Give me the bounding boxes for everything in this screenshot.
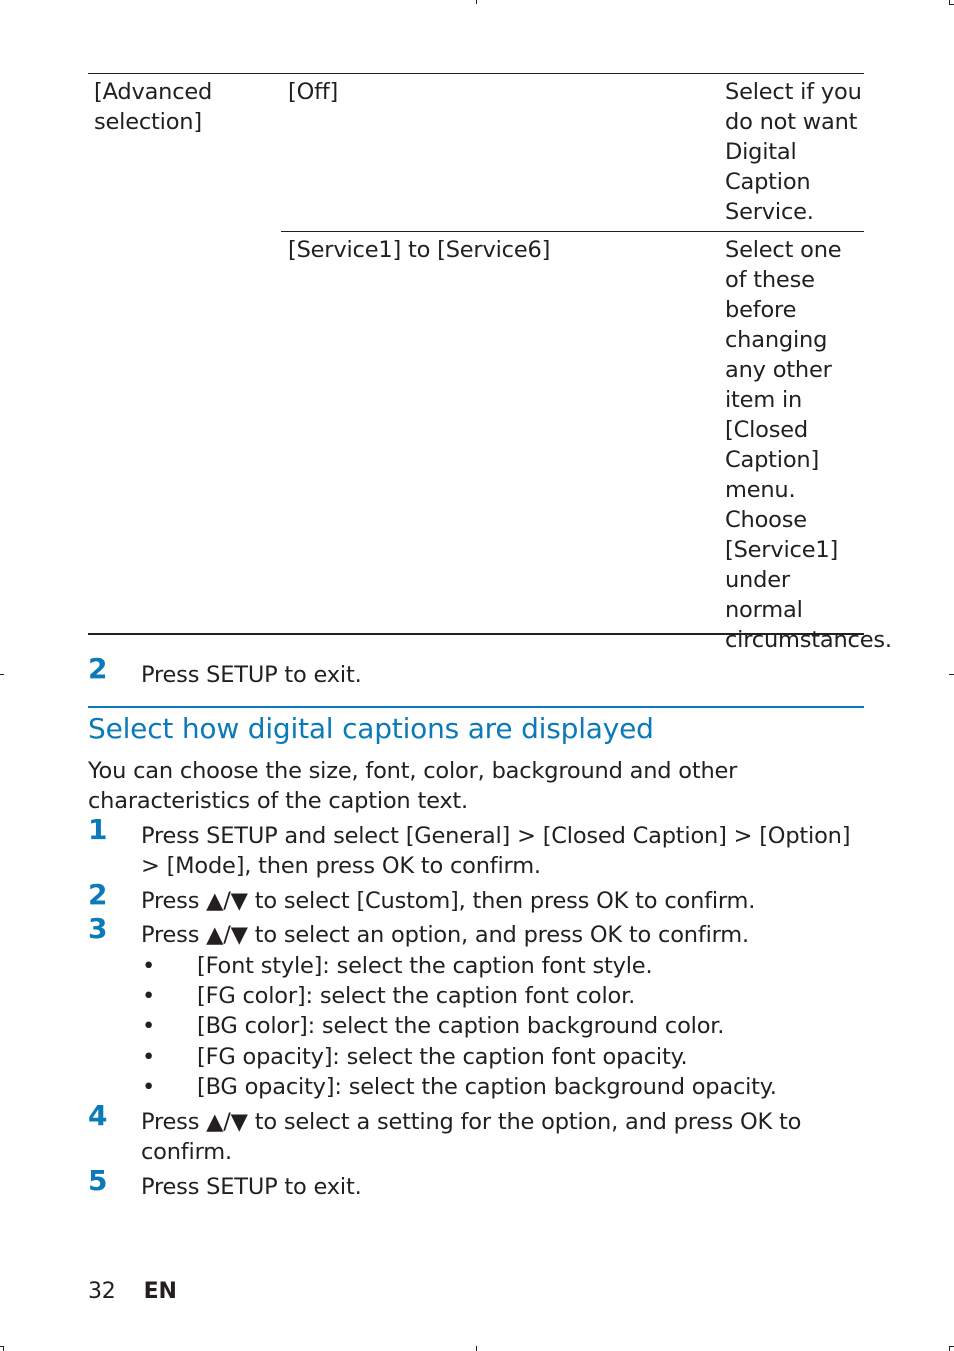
list-item: • [Font style]: select the caption font style.	[142, 953, 653, 979]
crop-mark	[949, 1346, 954, 1347]
bullet: •	[142, 1013, 156, 1039]
step-number: 5	[88, 1164, 108, 1197]
option-off: [Off]	[288, 79, 339, 105]
list-item: • [FG color]: select the caption font color.	[142, 983, 636, 1009]
step-number: 2	[88, 878, 108, 911]
crop-mark	[0, 674, 4, 675]
bullet: •	[142, 1044, 156, 1070]
row-label: [Advanced selection]	[94, 79, 213, 135]
step-4: 4 Press ▲/▼ to select a setting for the option, and press OK to confirm.	[88, 1099, 802, 1165]
option-off-description: Select if you do not want Digital Caption Service.	[725, 79, 862, 225]
step-3: 3 Press ▲/▼ to select an option, and press OK to confirm.	[88, 912, 749, 948]
crop-mark	[949, 674, 954, 675]
settings-table	[88, 73, 892, 653]
up-down-arrows-icon: ▲/▼	[206, 1109, 248, 1135]
step-number: 4	[88, 1099, 108, 1132]
heading-rule	[88, 706, 864, 708]
crop-mark	[0, 1346, 4, 1347]
step-exit: 2 Press SETUP to exit.	[88, 652, 362, 688]
crop-mark	[476, 0, 477, 4]
step-1: 1 Press SETUP and select [General] > [Closed Caption] > [Option] > [Mode], then press OK to confirm.	[88, 813, 851, 879]
row-divider	[281, 231, 864, 232]
list-item: • [BG opacity]: select the caption background opacity.	[142, 1074, 777, 1100]
step-2: 2 Press ▲/▼ to select [Custom], then press OK to confirm.	[88, 878, 756, 914]
step-5: 5 Press SETUP to exit.	[88, 1164, 362, 1200]
bullet: •	[142, 1074, 156, 1100]
step-number: 1	[88, 813, 108, 846]
bullet: •	[142, 953, 156, 979]
crop-mark	[949, 4, 954, 5]
step-number: 2	[88, 652, 108, 685]
crop-mark	[476, 1346, 477, 1351]
option-service-description: Select one of these before changing any other item in [Closed Caption] menu. Choose [Service1] under normal circumstances.	[725, 237, 892, 653]
list-item: • [BG color]: select the caption background color.	[142, 1013, 725, 1039]
page-number: 32	[88, 1279, 116, 1304]
section-intro: You can choose the size, font, color, background and other characteristics of the caption text.	[88, 758, 738, 814]
bullet: •	[142, 983, 156, 1009]
up-down-arrows-icon: ▲/▼	[206, 888, 248, 914]
section-heading: Select how digital captions are displayed	[88, 712, 654, 745]
page-footer	[88, 1277, 177, 1307]
up-down-arrows-icon: ▲/▼	[206, 922, 248, 948]
option-service-range: [Service1] to [Service6]	[288, 237, 551, 263]
list-item: • [FG opacity]: select the caption font opacity.	[142, 1044, 688, 1070]
language-code: EN	[143, 1279, 177, 1304]
step-number: 3	[88, 912, 108, 945]
